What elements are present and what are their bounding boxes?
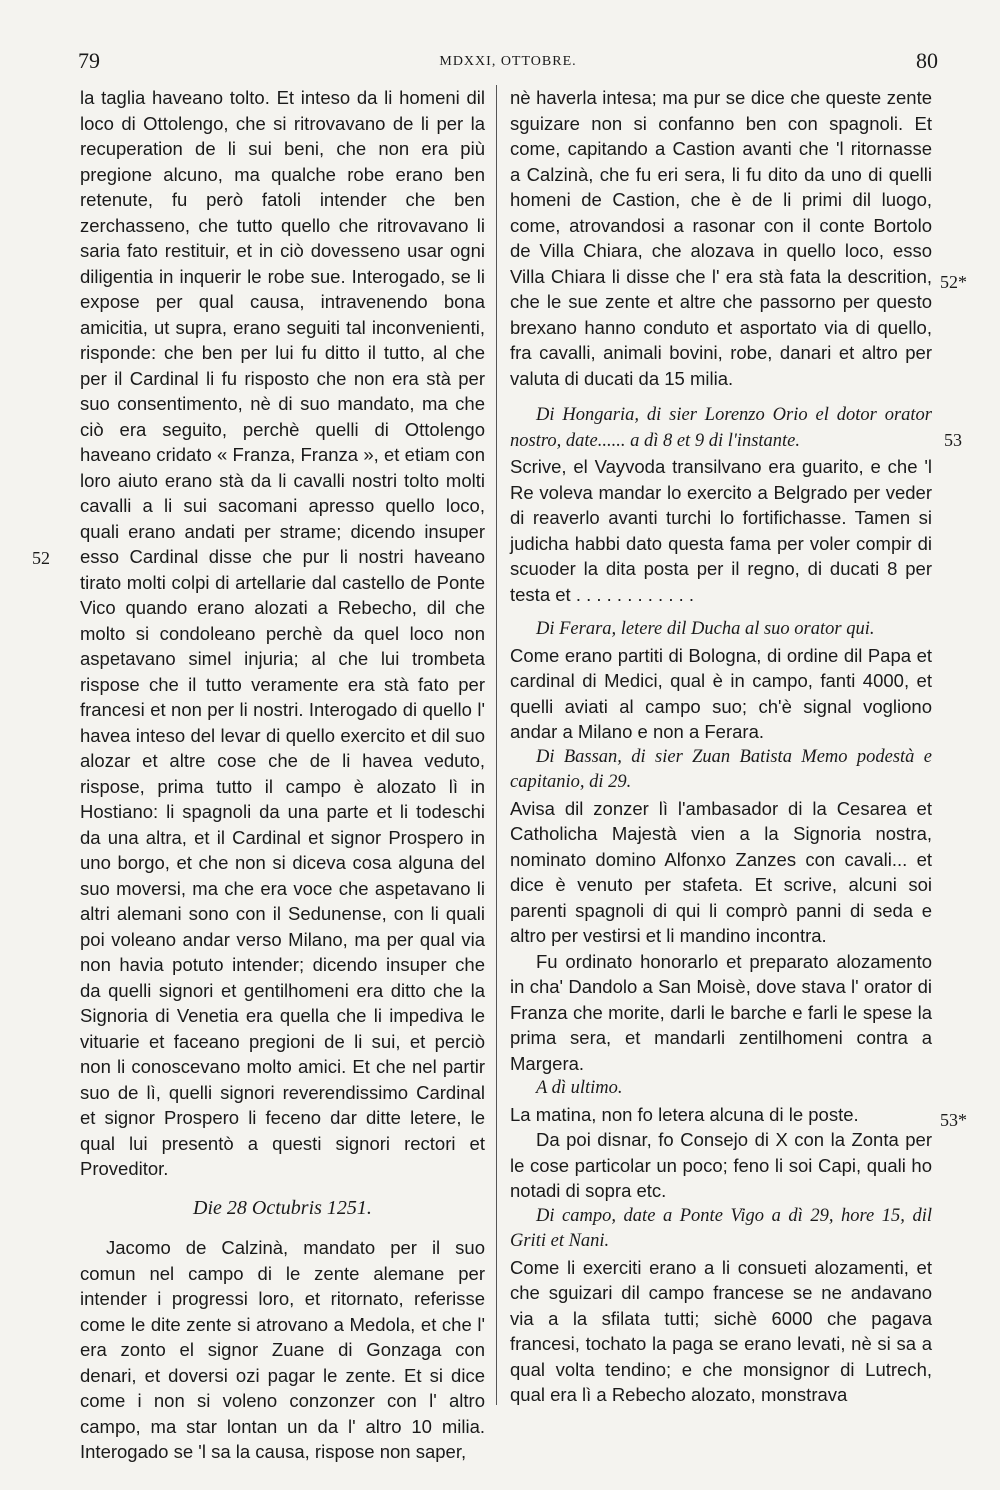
- left-paragraph-2: Jacomo de Calzinà, mandato per il suo comun nel campo di le zente alemane per intender i progressi loro, et ritornato, referisse come le dite zente si atrovano a Medola, et che l' era zonto el signor Zuane di Gonzaga con denari, et doversi ozi pagar le zente. Et si dice come i non si voleno conzonzer con l' altro campo, ma star lontan un da l' altro 10 milia. Interogado se 'l sa la causa, rispose non saper,: [80, 1237, 485, 1462]
- margin-number-left: 52: [32, 548, 50, 568]
- right-paragraph-4: Avisa dil zonzer lì l'ambasador di la Cesarea et Catholicha Majestà vien a la Signoria nostra, nominato domino Alfonxo Zanzes con cavali... et dice è venuto per stafeta. Et scrive, alcuni soi parenti spagnoli di qui li comprò panni di seda e altro per vestirsi et li mandino incontra.: [510, 797, 932, 946]
- section-heading-ferara: Di Ferara, letere dil Ducha al suo orator qui.: [536, 619, 875, 639]
- running-title: MDXXI, OTTOBRE.: [439, 54, 577, 69]
- column-divider: [496, 85, 497, 1405]
- right-column: [510, 85, 932, 1408]
- section-heading-bassan: Di Bassan, di sier Zuan Batista Memo podestà e capitanio, di 29.: [510, 746, 932, 792]
- right-paragraph-8: Come li exerciti erano a li consueti alozamenti, et che sguizari dil campo francese se ne andavano via a la sfilata tutti; sichè 6000 che pagava francesi, tochato la paga se erano levati, nè si sa a qual volta tendino; e che monsignor di Lutrech, qual era lì a Rebecho alozato, monstrava: [510, 1256, 932, 1405]
- margin-number-right-52: 52*: [940, 272, 967, 292]
- left-column: [80, 85, 485, 1465]
- margin-number-right-53: 53: [944, 430, 962, 450]
- right-paragraph-5: Fu ordinato honorarlo et preparato alozamento in cha' Dandolo a San Moisè, dove stava l' orator di Franza che morite, darli le barche e farli le spese la prima sera, et mandarli zentilhomeni contra a Margera.: [510, 950, 932, 1074]
- page-number-right: 80: [916, 48, 938, 73]
- right-paragraph-7: Da poi disnar, fo Consejo di X con la Zonta per le cose particolar un poco; feno li soi Capi, quali ho notadi di sopra etc.: [510, 1129, 932, 1201]
- right-paragraph-3: Come erano partiti di Bologna, di ordine dil Papa et cardinal di Medici, qual è in campo, fanti 4000, et quelli aviati al campo suo; ch'è signal vogliono andar a Milano e non a Ferara.: [510, 644, 932, 742]
- right-paragraph-2: Scrive, el Vayvoda transilvano era guarito, e che 'l Re voleva mandar lo exercito a Belgrado per veder di reaverlo avanti turchi lo fortifichasse. Tamen si judicha habbi dato questa fama per voler compir di scuoder la dita posta per il regno, di ducati 8 per testa et . . . . . . . . . . . .: [510, 456, 932, 605]
- date-heading: Die 28 Octubris 1251.: [193, 1196, 372, 1219]
- section-heading-ultimo: A dì ultimo.: [536, 1078, 623, 1098]
- page-header: [78, 48, 938, 78]
- right-paragraph-6: La matina, non fo letera alcuna di le poste.: [510, 1103, 859, 1125]
- section-heading-campo: Di campo, date a Ponte Vigo a dì 29, hore 15, dil Griti et Nani.: [510, 1205, 932, 1251]
- page-number-left: 79: [78, 48, 100, 73]
- right-paragraph-1: nè haverla intesa; ma pur se dice che queste zente sguizare non si confanno ben con spagnoli. Et come, capitando a Castion avanti che 'l ritornasse a Calzinà, che fu eri sera, li fu dito da uno di quelli homeni de Castion, che è de li primi dil luogo, come, atrovandosi a rasonar con il conte Bortolo de Villa Chiara, che alozava in quello loco, esso Villa Chiara li disse che l' era stà fata la descrition, che le sue zente et altre che passorno per questo brexano hanno conduto et asportato via di quello, fra cavalli, animali bovini, robe, danari et altro per valuta di ducati da 15 milia.: [510, 87, 932, 389]
- margin-number-right-53s: 53*: [940, 1110, 967, 1130]
- left-paragraph-1: la taglia haveano tolto. Et inteso da li homeni dil loco di Ottolengo, che si ritrovavano de li per la recuperation de li sui beni, che non era più pregione alcuno, ma qualche robe erano ben retenute, fu però fatoli intender che ben zerchasseno, che tutto quello che ritrovavano li saria fato restituir, et in ciò dovesseno usar ogni diligentia in inquerir le robe sue. Interogado, se li expose per qual causa, intravenendo bona amicitia, ut supra, erano seguiti tal inconvenienti, risponde: che ben per lui fu ditto il tutto, al che per il Cardinal li fu risposto che non era stà per suo consentimento, nè di suo mandato, ma che ciò era seguito, perchè quelli di Ottolengo haveano cridato « Franza, Franza », et etiam con loro aiuto erano stà da li cavalli nostri tolto molti cavalli a li sui sacomani apresso quello loco, quali erano andati per strame; dicendo insuper esso Cardinal disse che pur li nostri haveano tirato molti colpi di artellarie dal castello de Ponte Vico quando erano alozati a Rebecho, dil che molto si condoleano perchè da quel loco non aspetavano simel injuria; al che lui trombeta rispose che il tutto veramente era stà fato per francesi et non per li nostri. Interogado di quello l' havea inteso del levar di quello exercito et dil suo alozar et altre cose che de li havea veduto, rispose, prima tutto il campo è alozato lì in Hostiano: li spagnoli da una parte et li todeschi da una altra, et il Cardinal et signor Prospero in uno borgo, et che non si diceva cosa alguna del suo moversi, ma che era voce che aspetavano li altri alemani sono con il Sedunense, con li quali poi voleano andar verso Milano, ma per qual via non havia potuto intender; dicendo insuper che da quelli signori et gentilhomeni era ditto che la Signoria di Venetia era quella che li impediva le vituarie et faceano pregioni de li sui, et perciò non li conoscevano molto amici. Et che nel partir suo de lì, quelli signori reverendissimo Cardinal et signor Prospero li feceno dar ditte letere, le qual lui presentò a questi signori rectori et Proveditor.: [80, 87, 485, 1179]
- section-heading-hongaria: Di Hongaria, di sier Lorenzo Orio el dotor orator nostro, date...... a dì 8 et 9 di l'instante.: [510, 405, 932, 451]
